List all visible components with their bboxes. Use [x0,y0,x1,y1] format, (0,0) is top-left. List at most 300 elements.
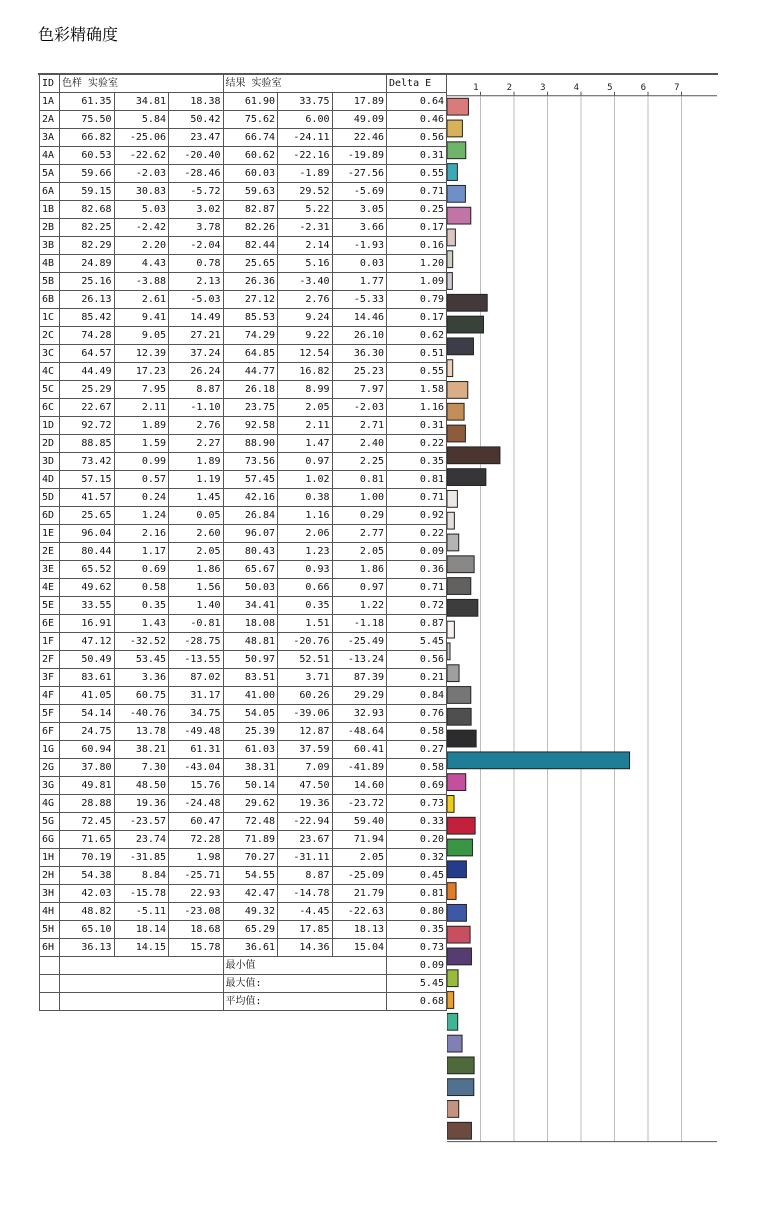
result-lab-value: 2.76 [278,291,333,309]
delta-e-bar [447,490,457,507]
delta-e-value: 1.58 [387,381,447,399]
result-lab-value: 34.41 [223,597,278,615]
delta-e-value: 0.55 [387,363,447,381]
sample-lab-value: 3.36 [114,669,169,687]
result-lab-value: 26.10 [332,327,387,345]
result-lab-value: 38.31 [223,759,278,777]
summary-label: 最小值 [223,957,387,975]
delta-e-bar [447,1079,474,1096]
delta-e-bar [447,621,454,638]
sample-lab-value: 38.21 [114,741,169,759]
sample-lab-value: 1.98 [169,849,224,867]
delta-e-bar [447,425,465,442]
result-lab-value: 0.35 [278,597,333,615]
table-row [40,561,447,579]
sample-lab-value: 19.36 [114,795,169,813]
result-lab-value: 21.79 [332,885,387,903]
header-id: ID [40,75,60,93]
table-row [40,723,447,741]
delta-e-value: 0.09 [387,543,447,561]
sample-lab-value: 50.49 [60,651,115,669]
delta-e-value: 0.46 [387,111,447,129]
delta-e-bar [447,926,470,943]
delta-e-value: 0.72 [387,597,447,615]
delta-e-value: 0.55 [387,165,447,183]
result-lab-value: 18.13 [332,921,387,939]
result-lab-value: -41.89 [332,759,387,777]
delta-e-bar [447,382,468,399]
result-lab-value: 1.22 [332,597,387,615]
patch-id: 6F [40,723,60,741]
patch-id: 1F [40,633,60,651]
table-row [40,93,447,111]
sample-lab-value: -25.06 [114,129,169,147]
result-lab-value: 29.52 [278,183,333,201]
delta-e-bar [447,1057,474,1074]
delta-e-value: 0.20 [387,831,447,849]
table-body [40,93,447,957]
sample-lab-value: -2.04 [169,237,224,255]
delta-e-chart [447,74,717,1207]
sample-lab-value: 22.67 [60,399,115,417]
sample-lab-value: 7.95 [114,381,169,399]
table-row [40,237,447,255]
result-lab-value: 50.14 [223,777,278,795]
delta-e-bar [447,556,474,573]
delta-e-value: 0.17 [387,309,447,327]
delta-e-value: 0.27 [387,741,447,759]
delta-e-value: 0.62 [387,327,447,345]
sample-lab-value: 50.42 [169,111,224,129]
patch-id: 5F [40,705,60,723]
result-lab-value: 12.87 [278,723,333,741]
delta-e-bar [447,687,471,704]
result-lab-value: 25.23 [332,363,387,381]
sample-lab-value: -2.42 [114,219,169,237]
result-lab-value: 72.48 [223,813,278,831]
sample-lab-value: -22.62 [114,147,169,165]
delta-e-bar [447,861,466,878]
sample-lab-value: 54.14 [60,705,115,723]
result-lab-value: 82.26 [223,219,278,237]
result-lab-value: 17.89 [332,93,387,111]
sample-lab-value: 25.16 [60,273,115,291]
result-lab-value: 25.65 [223,255,278,273]
result-lab-value: 0.29 [332,507,387,525]
delta-e-value: 0.92 [387,507,447,525]
delta-e-value: 0.16 [387,237,447,255]
patch-id: 1D [40,417,60,435]
result-lab-value: -13.24 [332,651,387,669]
patch-id: 6E [40,615,60,633]
sample-lab-value: 54.38 [60,867,115,885]
delta-e-value: 0.81 [387,885,447,903]
delta-e-value: 0.79 [387,291,447,309]
result-lab-value: -20.76 [278,633,333,651]
delta-e-value: 0.31 [387,147,447,165]
delta-e-bar [447,273,452,290]
result-lab-value: 60.03 [223,165,278,183]
table-row [40,687,447,705]
summary-blank [40,957,60,975]
sample-lab-value: 60.53 [60,147,115,165]
patch-id: 5A [40,165,60,183]
sample-lab-value: 33.55 [60,597,115,615]
sample-lab-value: 14.15 [114,939,169,957]
patch-id: 6A [40,183,60,201]
result-lab-value: -3.40 [278,273,333,291]
summary-label: 最大值: [223,975,387,993]
sample-lab-value: 0.99 [114,453,169,471]
delta-e-value: 0.45 [387,867,447,885]
result-lab-value: 44.77 [223,363,278,381]
result-lab-value: 5.16 [278,255,333,273]
result-lab-value: 83.51 [223,669,278,687]
table-row [40,597,447,615]
sample-lab-value: 60.94 [60,741,115,759]
sample-lab-value: 1.89 [169,453,224,471]
sample-lab-value: 85.42 [60,309,115,327]
delta-e-bar [447,578,471,595]
result-lab-value: -19.89 [332,147,387,165]
result-lab-value: 66.74 [223,129,278,147]
sample-lab-value: 15.76 [169,777,224,795]
sample-lab-value: 65.10 [60,921,115,939]
delta-e-value: 0.73 [387,795,447,813]
delta-e-bar [447,98,468,115]
sample-lab-value: 1.56 [169,579,224,597]
delta-e-bar [447,970,458,987]
delta-e-value: 0.71 [387,489,447,507]
delta-e-value: 0.35 [387,453,447,471]
sample-lab-value: 16.91 [60,615,115,633]
result-lab-value: 9.24 [278,309,333,327]
table-row [40,327,447,345]
sample-lab-value: 28.88 [60,795,115,813]
summary-value: 0.09 [387,957,447,975]
delta-e-value: 0.56 [387,129,447,147]
result-lab-value: 49.09 [332,111,387,129]
table-row [40,849,447,867]
color-accuracy-table [39,74,447,1011]
patch-id: 3G [40,777,60,795]
patch-id: 1E [40,525,60,543]
result-lab-value: -25.49 [332,633,387,651]
sample-lab-value: 75.50 [60,111,115,129]
patch-id: 5B [40,273,60,291]
sample-lab-value: -28.75 [169,633,224,651]
sample-lab-value: 34.81 [114,93,169,111]
patch-id: 4B [40,255,60,273]
delta-e-bar [447,948,471,965]
table-header-row [40,75,447,93]
result-lab-value: 23.67 [278,831,333,849]
table-row [40,129,447,147]
delta-e-bar [447,1013,458,1030]
sample-lab-value: 49.81 [60,777,115,795]
sample-lab-value: 82.25 [60,219,115,237]
sample-lab-value: 1.89 [114,417,169,435]
result-lab-value: 0.93 [278,561,333,579]
result-lab-value: -27.56 [332,165,387,183]
delta-e-bar [447,796,454,813]
delta-e-value: 0.64 [387,93,447,111]
delta-e-value: 0.56 [387,651,447,669]
sample-lab-value: 1.17 [114,543,169,561]
result-lab-value: 12.54 [278,345,333,363]
patch-id: 5G [40,813,60,831]
result-lab-value: 65.67 [223,561,278,579]
result-lab-value: 73.56 [223,453,278,471]
result-lab-value: 18.08 [223,615,278,633]
result-lab-value: 2.71 [332,417,387,435]
sample-lab-value: 61.35 [60,93,115,111]
result-lab-value: 3.05 [332,201,387,219]
sample-lab-value: -3.88 [114,273,169,291]
summary-blank [60,975,224,993]
patch-id: 2G [40,759,60,777]
result-lab-value: 92.58 [223,417,278,435]
sample-lab-value: 88.85 [60,435,115,453]
table-row [40,651,447,669]
sample-lab-value: 37.80 [60,759,115,777]
sample-lab-value: 24.75 [60,723,115,741]
sample-lab-value: 87.02 [169,669,224,687]
sample-lab-value: 42.03 [60,885,115,903]
result-lab-value: 65.29 [223,921,278,939]
table-row [40,705,447,723]
sample-lab-value: 72.28 [169,831,224,849]
result-lab-value: 88.90 [223,435,278,453]
sample-lab-value: 24.89 [60,255,115,273]
result-lab-value: 42.47 [223,885,278,903]
sample-lab-value: 59.15 [60,183,115,201]
result-lab-value: 14.36 [278,939,333,957]
result-lab-value: 8.99 [278,381,333,399]
patch-id: 4E [40,579,60,597]
sample-lab-value: 8.87 [169,381,224,399]
result-lab-value: 7.97 [332,381,387,399]
patch-id: 4A [40,147,60,165]
x-tick-label: 5 [607,82,613,93]
sample-lab-value: 0.35 [114,597,169,615]
header-sample-lab: 色样 实验室 [60,75,224,93]
result-lab-value: 2.40 [332,435,387,453]
table-row [40,255,447,273]
delta-e-value: 0.87 [387,615,447,633]
result-lab-value: 60.26 [278,687,333,705]
result-lab-value: -5.33 [332,291,387,309]
sample-lab-value: 80.44 [60,543,115,561]
delta-e-bar [447,403,464,420]
delta-e-value: 0.71 [387,579,447,597]
result-lab-value: 22.46 [332,129,387,147]
result-lab-value: 1.51 [278,615,333,633]
result-lab-value: 17.85 [278,921,333,939]
delta-e-bar [447,730,476,747]
sample-lab-value: 27.21 [169,327,224,345]
result-lab-value: 60.62 [223,147,278,165]
delta-e-bar [447,229,455,246]
sample-lab-value: 5.84 [114,111,169,129]
result-lab-value: 36.61 [223,939,278,957]
delta-e-value: 0.25 [387,201,447,219]
sample-lab-value: 2.20 [114,237,169,255]
sample-lab-value: -0.81 [169,615,224,633]
delta-e-value: 0.31 [387,417,447,435]
sample-lab-value: 41.05 [60,687,115,705]
sample-lab-value: -15.78 [114,885,169,903]
table-row [40,939,447,957]
result-lab-value: 74.29 [223,327,278,345]
delta-e-value: 0.36 [387,561,447,579]
sample-lab-value: -5.72 [169,183,224,201]
sample-lab-value: 1.40 [169,597,224,615]
result-lab-value: 50.03 [223,579,278,597]
patch-id: 1H [40,849,60,867]
sample-lab-value: 66.82 [60,129,115,147]
delta-e-value: 0.17 [387,219,447,237]
sample-lab-value: 82.29 [60,237,115,255]
delta-e-bar-chart-svg [447,74,717,1207]
result-lab-value: 1.47 [278,435,333,453]
result-lab-value: 59.63 [223,183,278,201]
patch-id: 3E [40,561,60,579]
summary-row-avg [40,993,447,1011]
result-lab-value: 49.32 [223,903,278,921]
sample-lab-value: -5.03 [169,291,224,309]
result-lab-value: -22.16 [278,147,333,165]
table-row [40,921,447,939]
result-lab-value: -23.72 [332,795,387,813]
sample-lab-value: -23.08 [169,903,224,921]
result-lab-value: 70.27 [223,849,278,867]
table-row [40,903,447,921]
table-row [40,543,447,561]
sample-lab-value: 0.69 [114,561,169,579]
sample-lab-value: 53.45 [114,651,169,669]
sample-lab-value: 14.49 [169,309,224,327]
result-lab-value: 26.18 [223,381,278,399]
x-tick-label: 4 [573,82,579,93]
result-lab-value: 1.16 [278,507,333,525]
table-row [40,813,447,831]
result-lab-value: 1.77 [332,273,387,291]
sample-lab-value: 74.28 [60,327,115,345]
result-lab-value: 3.71 [278,669,333,687]
patch-id: 4D [40,471,60,489]
delta-e-bar [447,469,486,486]
result-lab-value: 82.87 [223,201,278,219]
sample-lab-value: 57.15 [60,471,115,489]
delta-e-value: 0.33 [387,813,447,831]
delta-e-bar [447,992,454,1009]
delta-e-bar [447,294,487,311]
delta-e-bar [447,447,500,464]
patch-id: 3A [40,129,60,147]
result-lab-value: 85.53 [223,309,278,327]
patch-id: 6D [40,507,60,525]
delta-e-value: 1.20 [387,255,447,273]
table-row [40,885,447,903]
sample-lab-value: 1.45 [169,489,224,507]
delta-e-bar [447,1035,462,1052]
delta-e-value: 0.84 [387,687,447,705]
sample-lab-value: 59.66 [60,165,115,183]
summary-blank [40,975,60,993]
sample-lab-value: 60.75 [114,687,169,705]
patch-id: 4C [40,363,60,381]
delta-e-bar [447,120,462,137]
sample-lab-value: -31.85 [114,849,169,867]
result-lab-value: -25.09 [332,867,387,885]
table-row [40,633,447,651]
delta-e-bar [447,665,459,682]
result-lab-value: 32.93 [332,705,387,723]
result-lab-value: 8.87 [278,867,333,885]
table-row [40,381,447,399]
delta-e-value: 0.22 [387,435,447,453]
result-lab-value: 2.77 [332,525,387,543]
result-lab-value: 3.66 [332,219,387,237]
table-row [40,867,447,885]
patch-id: 6B [40,291,60,309]
table-row [40,183,447,201]
result-lab-value: 14.46 [332,309,387,327]
result-lab-value: 37.59 [278,741,333,759]
result-lab-value: -14.78 [278,885,333,903]
sample-lab-value: 73.42 [60,453,115,471]
result-lab-value: -22.94 [278,813,333,831]
result-lab-value: 6.00 [278,111,333,129]
result-lab-value: 1.02 [278,471,333,489]
summary-row-min [40,957,447,975]
result-lab-value: 2.05 [332,543,387,561]
result-lab-value: 82.44 [223,237,278,255]
table-row [40,579,447,597]
table-row [40,489,447,507]
sample-lab-value: 17.23 [114,363,169,381]
sample-lab-value: 15.78 [169,939,224,957]
delta-e-value: 0.71 [387,183,447,201]
result-lab-value: 25.39 [223,723,278,741]
summary-blank [60,957,224,975]
table-row [40,345,447,363]
sample-lab-value: 9.41 [114,309,169,327]
patch-id: 2A [40,111,60,129]
table-row [40,435,447,453]
sample-lab-value: 9.05 [114,327,169,345]
patch-id: 6H [40,939,60,957]
page-title: 色彩精确度 [38,25,119,44]
sample-lab-value: 23.47 [169,129,224,147]
delta-e-bar [447,643,450,660]
sample-lab-value: -2.03 [114,165,169,183]
sample-lab-value: -13.55 [169,651,224,669]
table-row [40,507,447,525]
result-lab-value: 41.00 [223,687,278,705]
table-row [40,399,447,417]
delta-e-value: 0.21 [387,669,447,687]
patch-id: 5E [40,597,60,615]
sample-lab-value: 31.17 [169,687,224,705]
sample-lab-value: 60.47 [169,813,224,831]
result-lab-value: 64.85 [223,345,278,363]
table-row [40,615,447,633]
result-lab-value: 75.62 [223,111,278,129]
table-row [40,147,447,165]
sample-lab-value: 34.75 [169,705,224,723]
